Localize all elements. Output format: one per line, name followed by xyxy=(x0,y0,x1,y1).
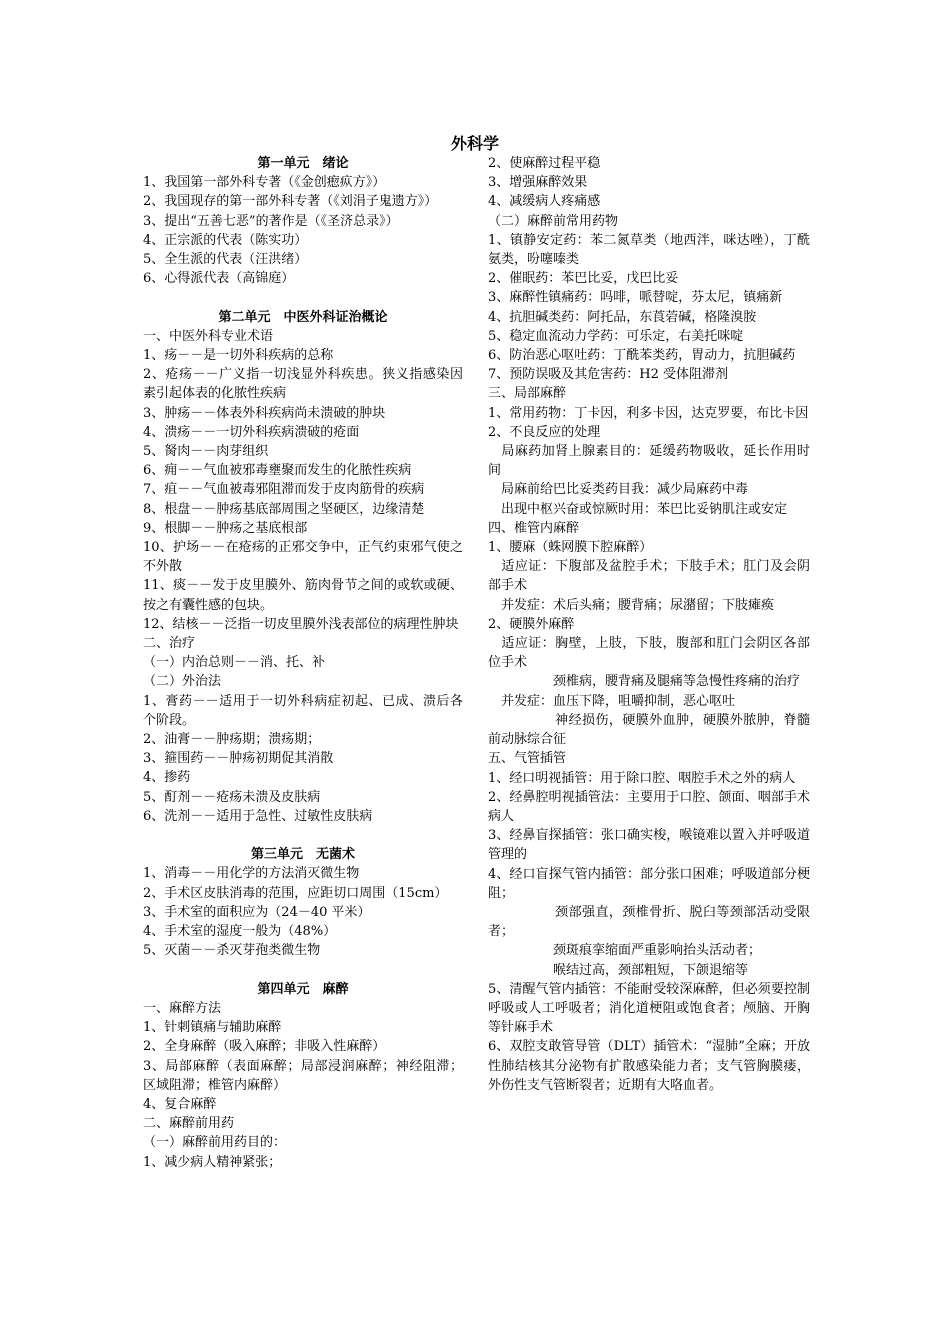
section-heading: 第一单元 绪论 xyxy=(257,156,349,171)
text-line: 3、提出“五善七恶”的著作是（《圣济总录》） xyxy=(143,213,399,229)
blank-line xyxy=(143,288,463,307)
text-line: 4、经口盲探气管内插管：部分张口困难；呼吸道部分梗阻； xyxy=(488,866,810,901)
text-line: 4、抗胆碱类药：阿托品，东莨菪碱，格隆溴胺 xyxy=(488,309,757,325)
right-column xyxy=(488,154,810,1095)
left-column xyxy=(143,154,463,1172)
blank-line xyxy=(143,826,463,845)
text-line: 4、溃疡－－一切外科疾病溃破的疮面 xyxy=(143,424,360,440)
text-line: 颈椎病，腰背痛及腿痛等急慢性疼痛的治疗 xyxy=(488,674,801,690)
text-line: 3、手术室的面积应为（24－40 平米） xyxy=(143,904,371,920)
text-line: 1、常用药物：丁卡因，利多卡因，达克罗要，布比卡因 xyxy=(488,405,809,421)
text-line: 5、清醒气管内插管：不能耐受较深麻醉，但必须要控制呼吸或人工呼吸者；消化道梗阻或饱食者；颅脑、开胸等针麻手术 xyxy=(488,981,810,1036)
text-line: 五、气管插管 xyxy=(488,751,567,767)
text-line: 3、局部麻醉（表面麻醉；局部浸润麻醉；神经阻滞；区域阻滞；椎管内麻醉） xyxy=(143,1058,463,1093)
section-heading: 第四单元 麻醉 xyxy=(257,981,349,997)
text-line: 10、护场－－在疮疡的正邪交争中，正气约束邪气使之不外散 xyxy=(143,540,463,575)
text-line: （一）内治总则－－消、托、补 xyxy=(143,655,326,671)
text-line: 6、痈－－气血被邪毒壅聚而发生的化脓性疾病 xyxy=(143,463,412,479)
text-line: 6、防治恶心呕吐药：丁酰苯类药，胃动力，抗胆碱药 xyxy=(488,348,796,364)
text-line: 1、腰麻（蛛网膜下腔麻醉） xyxy=(488,540,653,556)
text-line: 1、针刺镇痛与辅助麻醉 xyxy=(143,1020,282,1036)
section-heading: 第二单元 中医外科证治概论 xyxy=(218,309,388,325)
text-line: 四、椎管内麻醉 xyxy=(488,520,580,536)
text-line: 6、双腔支敢管导管（DLT）插管术：“湿肺”全麻；开放性肺结核其分泌物有扩散感染能力者；支气管胸膜瘘，外伤性支气管断裂者；近期有大咯血者。 xyxy=(488,1039,810,1093)
text-line: （一）麻醉前用药目的： xyxy=(143,1135,287,1151)
text-line: （二）外治法 xyxy=(143,674,222,690)
text-line: 颈斑痕挛缩面严重影响抬头活动者； xyxy=(488,943,762,959)
text-line: 一、麻醉方法 xyxy=(143,1000,222,1016)
text-line: 5、酊剂－－疮疡未溃及皮肤病 xyxy=(143,789,321,805)
text-line: 并发症：血压下降，咀嚼抑制，恶心呕吐 xyxy=(488,693,736,709)
text-line: 2、油膏－－肿疡期；溃疡期； xyxy=(143,732,321,748)
text-line: 5、灭菌－－杀灭芽孢类微生物 xyxy=(143,943,321,959)
text-line: 2、经鼻腔明视插管法：主要用于口腔、颌面、咽部手术病人 xyxy=(488,789,810,824)
text-line: 3、肿疡－－体表外科疾病尚未溃破的肿块 xyxy=(143,405,386,421)
text-line: 5、稳定血流动力学药：可乐定，右美托咪啶 xyxy=(488,328,744,344)
text-line: 2、我国现存的第一部外科专著（《刘涓子鬼遗方》） xyxy=(143,194,438,210)
text-line: 2、催眠药：苯巴比妥，戊巴比妥 xyxy=(488,271,679,287)
text-line: 2、使麻醉过程平稳 xyxy=(488,156,601,171)
text-line: 7、预防误吸及其危害药：H2 受体阻滞剂 xyxy=(488,367,729,383)
text-line: 2、疮疡－－广义指一切浅显外科疾患。狭义指感染因素引起体表的化脓性疾病 xyxy=(143,367,463,402)
text-line: 1、经口明视插管：用于除口腔、咽腔手术之外的病人 xyxy=(488,770,796,786)
text-line: 5、全生派的代表（汪洪绪） xyxy=(143,252,308,268)
text-line: 5、胬肉－－肉芽组织 xyxy=(143,444,269,460)
text-line: 1、我国第一部外科专著（《金创瘛疭方》） xyxy=(143,175,386,191)
text-line: 出现中枢兴奋或惊厥时用：苯巴比妥钠肌注或安定 xyxy=(488,501,788,517)
text-line: 3、麻醉性镇痛药：吗啡，哌替啶，芬太尼，镇痛新 xyxy=(488,290,783,306)
blank-line xyxy=(143,961,463,980)
document-title: 外科学 xyxy=(450,134,499,153)
text-line: 并发症：术后头痛；腰背痛；尿潴留；下肢瘫痪 xyxy=(488,597,775,613)
text-line: 二、治疗 xyxy=(143,636,196,652)
text-line: 局麻药加肾上腺素目的：延缓药物吸收，延长作用时间 xyxy=(488,444,810,479)
text-line: 4、手术室的湿度一般为（48%） xyxy=(143,924,337,940)
text-line: 4、复合麻醉 xyxy=(143,1096,217,1112)
text-line: 4、掺药 xyxy=(143,770,191,786)
text-line: 3、经鼻盲探插管：张口确实梭，喉镜难以置入并呼吸道管理的 xyxy=(488,828,810,863)
text-line: 3、增强麻醉效果 xyxy=(488,175,588,191)
text-line: 二、麻醉前用药 xyxy=(143,1116,235,1132)
text-line: 三、局部麻醉 xyxy=(488,386,567,402)
section-heading: 第三单元 无菌术 xyxy=(250,847,355,863)
text-line: 9、根脚－－肿疡之基底根部 xyxy=(143,520,308,536)
text-line: 4、减缓病人疼痛感 xyxy=(488,194,601,210)
text-line: 1、疡－－是一切外科疾病的总称 xyxy=(143,348,334,364)
text-line: 4、正宗派的代表（陈实功） xyxy=(143,232,308,248)
text-line: 颈部强直，颈椎骨折、脱臼等颈部活动受限者； xyxy=(488,904,810,940)
text-line: 神经损伤，硬膜外血肿，硬膜外脓肿，脊髓前动脉综合征 xyxy=(488,712,810,748)
text-line: 局麻前给巴比妥类药目我：减少局麻药中毒 xyxy=(488,482,749,498)
text-line: （二）麻醉前常用药物 xyxy=(488,213,619,229)
text-line: 1、减少病人精神紧张； xyxy=(143,1154,282,1170)
text-line: 2、全身麻醉（吸入麻醉；非吸入性麻醉） xyxy=(143,1039,386,1055)
text-line: 2、手术区皮肤消毒的范围，应距切口周围（15cm） xyxy=(143,885,448,901)
text-line: 1、膏药－－适用于一切外科病症初起、已成、溃后各个阶段。 xyxy=(143,693,463,728)
text-line: 8、根盘－－肿疡基底部周围之坚硬区，边缘清楚 xyxy=(143,501,425,517)
text-line: 12、结核－－泛指一切皮里膜外浅表部位的病理性肿块 xyxy=(143,616,459,632)
text-line: 1、镇静安定药：苯二氮草类（地西泮，咪达唑），丁酰氨类，吩噻嗪类 xyxy=(488,232,810,268)
text-line: 7、疽－－气血被毒邪阻滞而发于皮肉筋骨的疾病 xyxy=(143,482,425,498)
text-line: 11、痰－－发于皮里膜外、筋肉骨节之间的或软或硬、按之有囊性感的包块。 xyxy=(143,578,463,613)
text-line: 2、硬膜外麻醉 xyxy=(488,616,575,632)
text-line: 适应证：下腹部及盆腔手术；下肢手术；肛门及会阴部手术 xyxy=(488,559,810,594)
text-line: 喉结过高，颈部粗短，下颌退缩等 xyxy=(488,962,749,978)
text-line: 6、心得派代表（高锦庭） xyxy=(143,271,295,287)
text-line: 6、洗剂－－适用于急性、过敏性皮肤病 xyxy=(143,808,373,824)
text-line: 1、消毒－－用化学的方法消灭微生物 xyxy=(143,866,360,882)
text-line: 2、不良反应的处理 xyxy=(488,424,601,440)
text-line: 一、中医外科专业术语 xyxy=(143,328,274,344)
text-line: 3、箍围药－－肿疡初期促其消散 xyxy=(143,751,334,767)
text-line: 适应证：胸壁，上肢，下肢，腹部和肛门会阴区各部位手术 xyxy=(488,636,810,671)
